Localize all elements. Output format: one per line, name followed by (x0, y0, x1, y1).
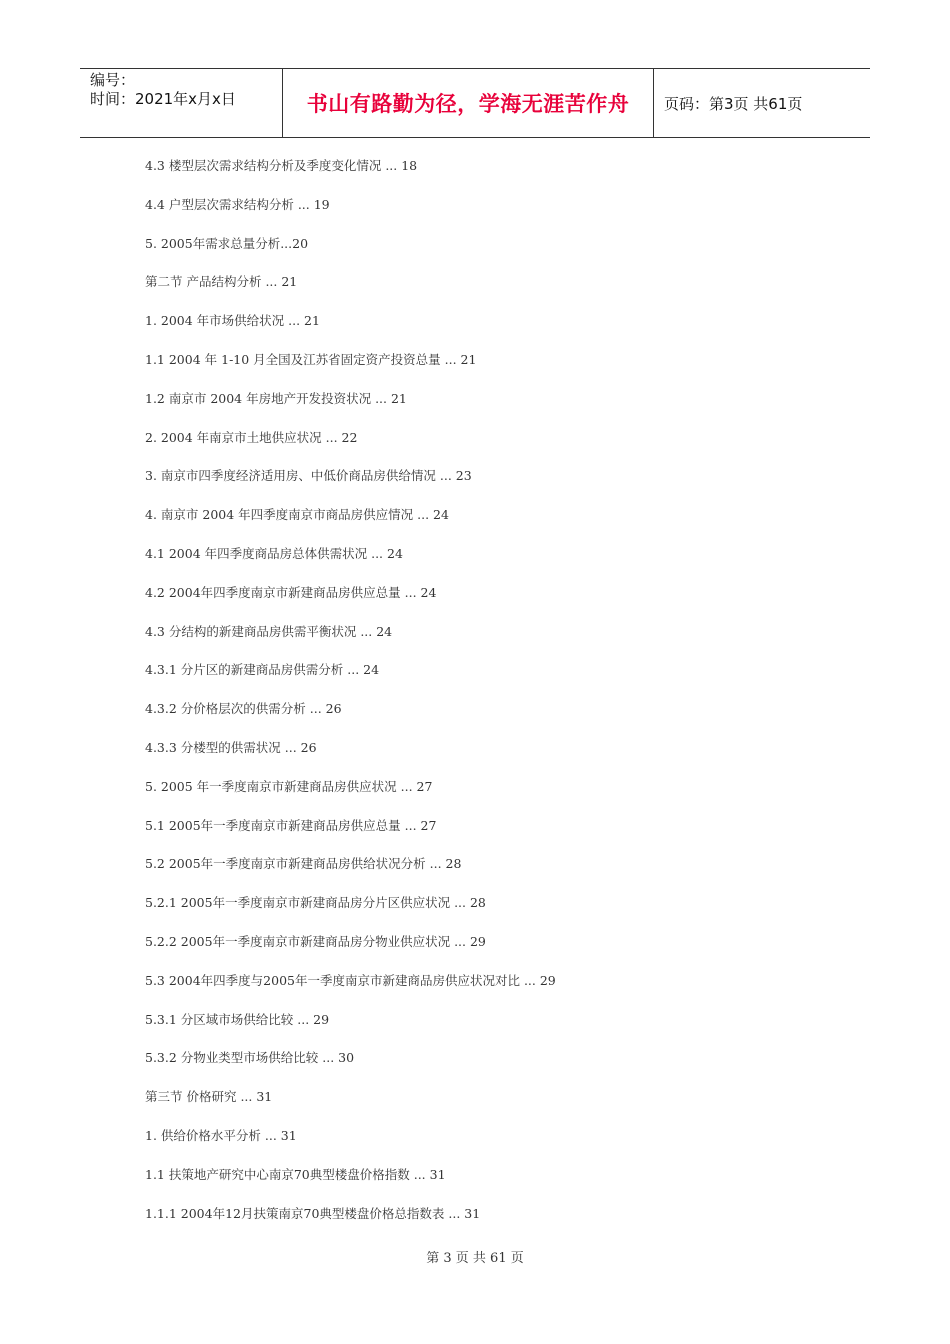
toc-entry[interactable]: 第二节 产品结构分析 ... 21 (145, 274, 298, 290)
toc-entry[interactable]: 5.2.2 2005年一季度南京市新建商品房分物业供应状况 ... 29 (145, 934, 486, 949)
toc-entry[interactable]: 5. 2005年需求总量分析...20 (145, 235, 309, 251)
document-number-label: 编号： (90, 71, 136, 89)
toc-entry[interactable]: 4.3.3 分楼型的供需状况 ... 26 (145, 740, 317, 755)
toc-entry[interactable]: 4.3.2 分价格层次的供需分析 ... 26 (145, 701, 342, 717)
toc-entry[interactable]: 1.1.1 2004年12月扶策南京70典型楼盘价格总指数表 ... 31 (145, 1205, 481, 1221)
toc-entry[interactable]: 5.3 2004年四季度与2005年一季度南京市新建商品房供应状况对比 ... 29 (145, 972, 556, 988)
toc-entry[interactable]: 4.3 楼型层次需求结构分析及季度变化情况 ... 18 (145, 158, 418, 173)
toc-entry[interactable]: 2. 2004 年南京市土地供应状况 ... 22 (145, 429, 358, 445)
toc-entry[interactable]: 4.2 2004年四季度南京市新建商品房供应总量 ... 24 (145, 584, 437, 600)
toc-entry[interactable]: 4. 南京市 2004 年四季度南京市商品房供应情况 ... 24 (145, 507, 449, 523)
toc-entry[interactable]: 4.4 户型层次需求结构分析 ... 19 (145, 196, 330, 212)
toc-entry[interactable]: 1. 2004 年市场供给状况 ... 21 (145, 313, 320, 329)
header-meta (80, 69, 282, 137)
toc-entry[interactable]: 5.1 2005年一季度南京市新建商品房供应总量 ... 27 (145, 817, 437, 833)
header-motto: 书山有路勤为径，学海无涯苦作舟 (282, 69, 654, 137)
toc-entry[interactable]: 1. 供给价格水平分析 ... 31 (145, 1128, 297, 1143)
page-footer: 第 3 页 共 61 页 (426, 1251, 524, 1266)
document-time-label: 时间：2021年x月x日 (90, 90, 236, 108)
toc-entry[interactable]: 4.1 2004 年四季度商品房总体供需状况 ... 24 (145, 546, 403, 561)
toc-entry[interactable]: 1.1 扶策地产研究中心南京70典型楼盘价格指数 ... 31 (145, 1166, 446, 1182)
toc-entry[interactable]: 5.3.1 分区域市场供给比较 ... 29 (145, 1011, 330, 1027)
toc-entry[interactable]: 第三节 价格研究 ... 31 (145, 1089, 273, 1105)
toc-entry[interactable]: 5. 2005 年一季度南京市新建商品房供应状况 ... 27 (145, 778, 433, 794)
toc-entry[interactable]: 5.3.2 分物业类型市场供给比较 ... 30 (145, 1050, 355, 1066)
toc-entry[interactable]: 5.2 2005年一季度南京市新建商品房供给状况分析 ... 28 (145, 856, 462, 872)
toc-entry[interactable]: 1.1 2004 年 1-10 月全国及江苏省固定资产投资总量 ... 21 (145, 352, 477, 367)
toc-entry[interactable]: 5.2.1 2005年一季度南京市新建商品房分片区供应状况 ... 28 (145, 895, 486, 911)
toc-entry[interactable]: 4.3 分结构的新建商品房供需平衡状况 ... 24 (145, 623, 393, 639)
toc-entry[interactable]: 3. 南京市四季度经济适用房、中低价商品房供给情况 ... 23 (145, 468, 472, 484)
header-page-info: 页码：第3页 共61页 (664, 94, 803, 113)
toc-entry[interactable]: 1.2 南京市 2004 年房地产开发投资状况 ... 21 (145, 390, 407, 406)
page-header (80, 68, 870, 138)
toc-entry[interactable]: 4.3.1 分片区的新建商品房供需分析 ... 24 (145, 662, 380, 678)
